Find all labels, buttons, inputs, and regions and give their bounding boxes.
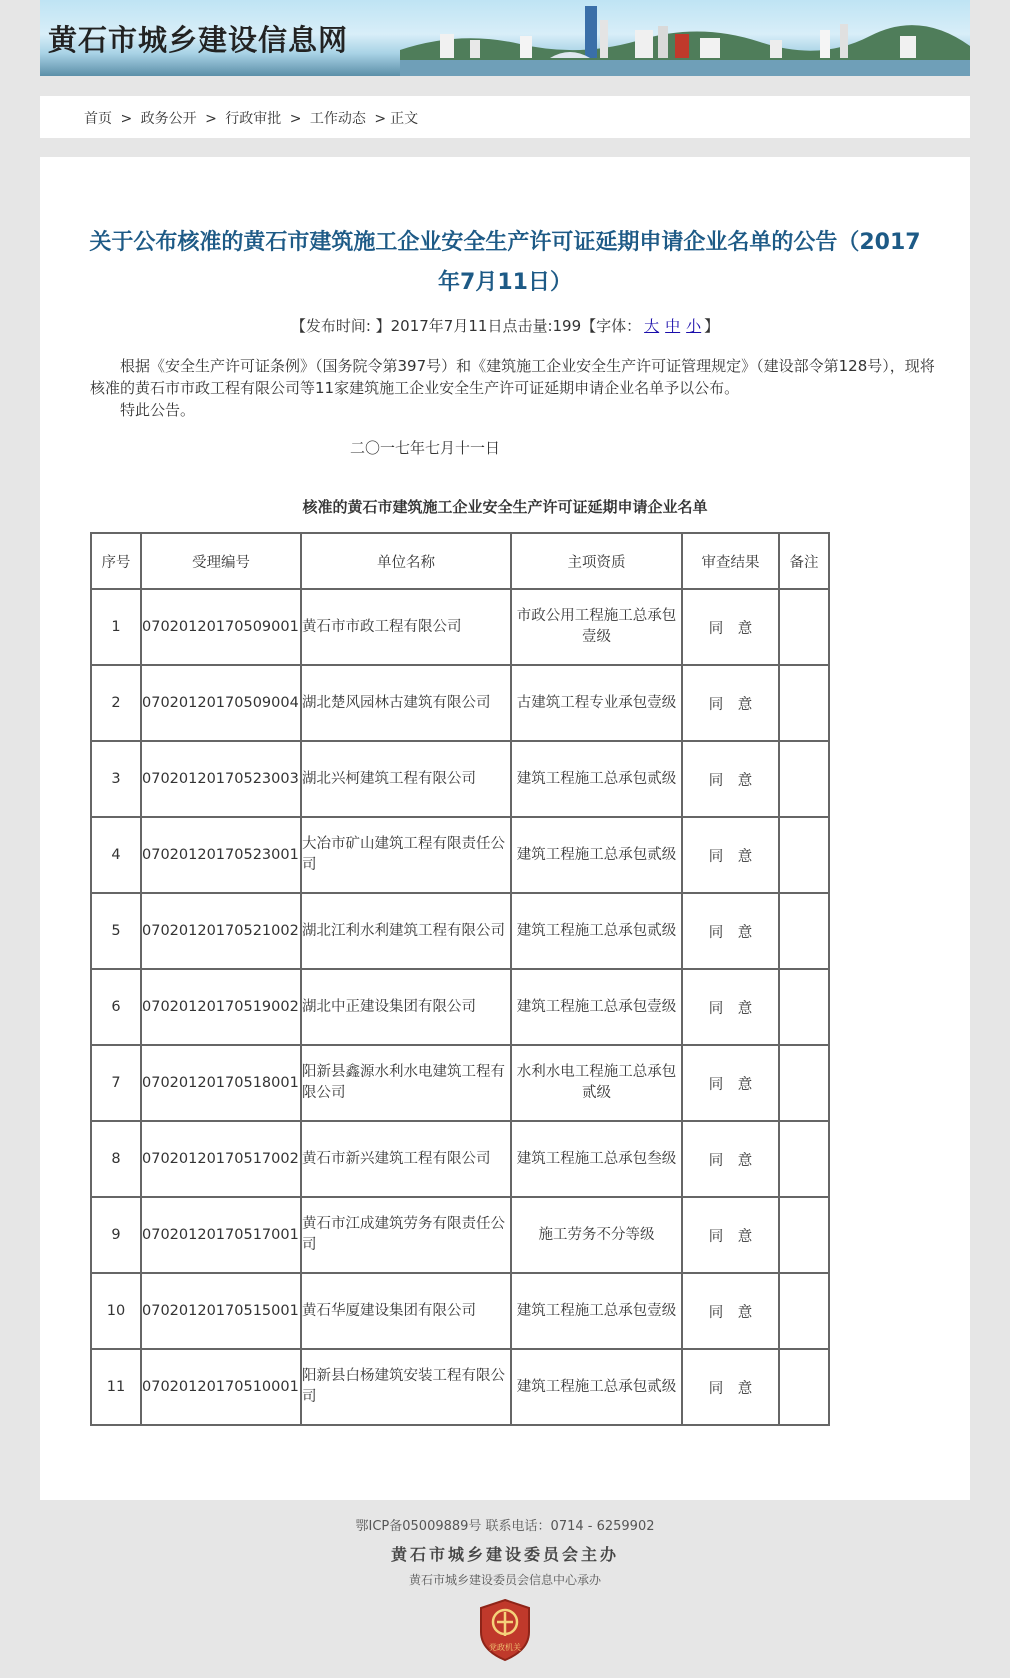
cell-company-name: 黄石市江成建筑劳务有限责任公司	[301, 1197, 511, 1273]
cell-note	[779, 969, 829, 1045]
footer-organizer: 黄石市城乡建设委员会信息中心承办	[408, 1573, 601, 1587]
cell-company-name: 黄石市新兴建筑工程有限公司	[301, 1121, 511, 1197]
meta-close-bracket: 】	[704, 317, 720, 335]
cell-result: 同 意	[682, 969, 779, 1045]
column-header: 备注	[779, 533, 829, 589]
table-row	[91, 1349, 829, 1425]
cell-qualification: 古建筑工程专业承包壹级	[511, 665, 682, 741]
article-panel	[40, 157, 970, 1500]
cell-company-name: 湖北中正建设集团有限公司	[301, 969, 511, 1045]
cell-index: 10	[91, 1273, 141, 1349]
cell-code: 07020120170518001	[141, 1045, 301, 1121]
cell-qualification: 建筑工程施工总承包贰级	[511, 741, 682, 817]
cell-result: 同 意	[682, 1349, 779, 1425]
cell-qualification: 市政公用工程施工总承包壹级	[511, 589, 682, 665]
cell-qualification: 水利水电工程施工总承包贰级	[511, 1045, 682, 1121]
cell-code: 07020120170523003	[141, 741, 301, 817]
table-header-row	[91, 533, 829, 589]
column-header: 序号	[91, 533, 141, 589]
cell-code: 07020120170523001	[141, 817, 301, 893]
cell-note	[779, 1045, 829, 1121]
breadcrumb	[84, 108, 418, 128]
cell-code: 07020120170521002	[141, 893, 301, 969]
cell-code: 07020120170519002	[141, 969, 301, 1045]
table-row	[91, 969, 829, 1045]
meta-publish-info: 【发布时间: 】2017年7月11日点击量:199【字体：	[290, 317, 642, 335]
cell-result: 同 意	[682, 589, 779, 665]
cell-note	[779, 1349, 829, 1425]
cell-note	[779, 589, 829, 665]
table-row	[91, 589, 829, 665]
table-title: 核准的黄石市建筑施工企业安全生产许可证延期申请企业名单	[302, 498, 708, 516]
table-row	[91, 1045, 829, 1121]
cell-result: 同 意	[682, 1273, 779, 1349]
cell-code: 07020120170509004	[141, 665, 301, 741]
cell-index: 2	[91, 665, 141, 741]
table-row	[91, 893, 829, 969]
article-body	[90, 355, 938, 421]
cell-index: 7	[91, 1045, 141, 1121]
cell-code: 07020120170515001	[141, 1273, 301, 1349]
column-header: 主项资质	[511, 533, 682, 589]
cell-qualification: 建筑工程施工总承包壹级	[511, 1273, 682, 1349]
table-row	[91, 1197, 829, 1273]
cell-qualification: 建筑工程施工总承包贰级	[511, 817, 682, 893]
table-row	[91, 665, 829, 741]
cell-company-name: 黄石华厦建设集团有限公司	[301, 1273, 511, 1349]
cell-code: 07020120170517002	[141, 1121, 301, 1197]
cell-note	[779, 893, 829, 969]
cell-index: 3	[91, 741, 141, 817]
cell-index: 1	[91, 589, 141, 665]
article-meta	[40, 315, 970, 336]
table-row	[91, 1273, 829, 1349]
cell-code: 07020120170510001	[141, 1349, 301, 1425]
column-header: 受理编号	[141, 533, 301, 589]
font-size-medium-link[interactable]: 中	[665, 317, 681, 335]
table-row	[91, 817, 829, 893]
cell-index: 8	[91, 1121, 141, 1197]
article-paragraph: 根据《安全生产许可证条例》（国务院令第397号）和《建筑施工企业安全生产许可证管理规定》（建设部令第128号），现将核准的黄石市市政工程有限公司等11家建筑施工企业安全生产许可证延期申请企业名单予以公布。	[90, 357, 935, 397]
breadcrumb-gov-affairs[interactable]: 政务公开	[140, 111, 197, 127]
cell-note	[779, 817, 829, 893]
city-skyline-image	[400, 0, 970, 76]
cell-result: 同 意	[682, 1045, 779, 1121]
cell-code: 07020120170517001	[141, 1197, 301, 1273]
cell-code: 07020120170509001	[141, 589, 301, 665]
cell-company-name: 黄石市市政工程有限公司	[301, 589, 511, 665]
cell-note	[779, 1197, 829, 1273]
breadcrumb-current: 正文	[390, 111, 419, 127]
cell-result: 同 意	[682, 817, 779, 893]
cell-index: 11	[91, 1349, 141, 1425]
cell-note	[779, 1273, 829, 1349]
cell-qualification: 建筑工程施工总承包叁级	[511, 1121, 682, 1197]
breadcrumb-separator: >	[374, 111, 387, 127]
site-title: 黄石市城乡建设信息网	[48, 23, 349, 57]
cell-note	[779, 741, 829, 817]
footer	[0, 1515, 1010, 1588]
table-row	[91, 741, 829, 817]
cell-company-name: 阳新县白杨建筑安装工程有限公司	[301, 1349, 511, 1425]
party-government-badge-icon[interactable]	[477, 1598, 533, 1666]
breadcrumb-separator: >	[289, 111, 302, 127]
article-paragraph: 特此公告。	[120, 401, 196, 419]
footer-icp: 鄂ICP备05009889号 联系电话：0714 - 6259902	[355, 1519, 655, 1534]
badge-label: 党政机关	[489, 1643, 521, 1652]
column-header: 单位名称	[301, 533, 511, 589]
cell-index: 6	[91, 969, 141, 1045]
cell-qualification: 建筑工程施工总承包贰级	[511, 893, 682, 969]
cell-result: 同 意	[682, 665, 779, 741]
cell-qualification: 施工劳务不分等级	[511, 1197, 682, 1273]
footer-sponsor: 黄石市城乡建设委员会主办	[390, 1545, 619, 1564]
table-row	[91, 1121, 829, 1197]
cell-result: 同 意	[682, 741, 779, 817]
article-title: 关于公布核准的黄石市建筑施工企业安全生产许可证延期申请企业名单的公告（2017年7月11日）	[89, 230, 921, 295]
cell-note	[779, 665, 829, 741]
cell-qualification: 建筑工程施工总承包贰级	[511, 1349, 682, 1425]
article-date: 二〇一七年七月十一日	[350, 439, 501, 457]
cell-result: 同 意	[682, 893, 779, 969]
cell-index: 4	[91, 817, 141, 893]
breadcrumb-admin-approval[interactable]: 行政审批	[225, 111, 282, 127]
cell-note	[779, 1121, 829, 1197]
cell-result: 同 意	[682, 1197, 779, 1273]
cell-company-name: 湖北楚风园林古建筑有限公司	[301, 665, 511, 741]
breadcrumb-separator: >	[205, 111, 217, 127]
breadcrumb-home[interactable]: 首页	[84, 111, 112, 127]
breadcrumb-work-news[interactable]: 工作动态	[309, 111, 366, 127]
cell-index: 5	[91, 893, 141, 969]
cell-qualification: 建筑工程施工总承包壹级	[511, 969, 682, 1045]
cell-company-name: 湖北兴柯建筑工程有限公司	[301, 741, 511, 817]
cell-index: 9	[91, 1197, 141, 1273]
cell-company-name: 阳新县鑫源水利水电建筑工程有限公司	[301, 1045, 511, 1121]
cell-result: 同 意	[682, 1121, 779, 1197]
font-size-small-link[interactable]: 小	[686, 317, 702, 335]
breadcrumb-bar	[40, 96, 970, 138]
enterprise-table	[90, 532, 830, 1426]
header-banner	[40, 0, 970, 76]
cell-company-name: 大冶市矿山建筑工程有限责任公司	[301, 817, 511, 893]
cell-company-name: 湖北江利水利建筑工程有限公司	[301, 893, 511, 969]
breadcrumb-separator: >	[120, 111, 133, 127]
font-size-large-link[interactable]: 大	[644, 317, 660, 335]
column-header: 审查结果	[682, 533, 779, 589]
